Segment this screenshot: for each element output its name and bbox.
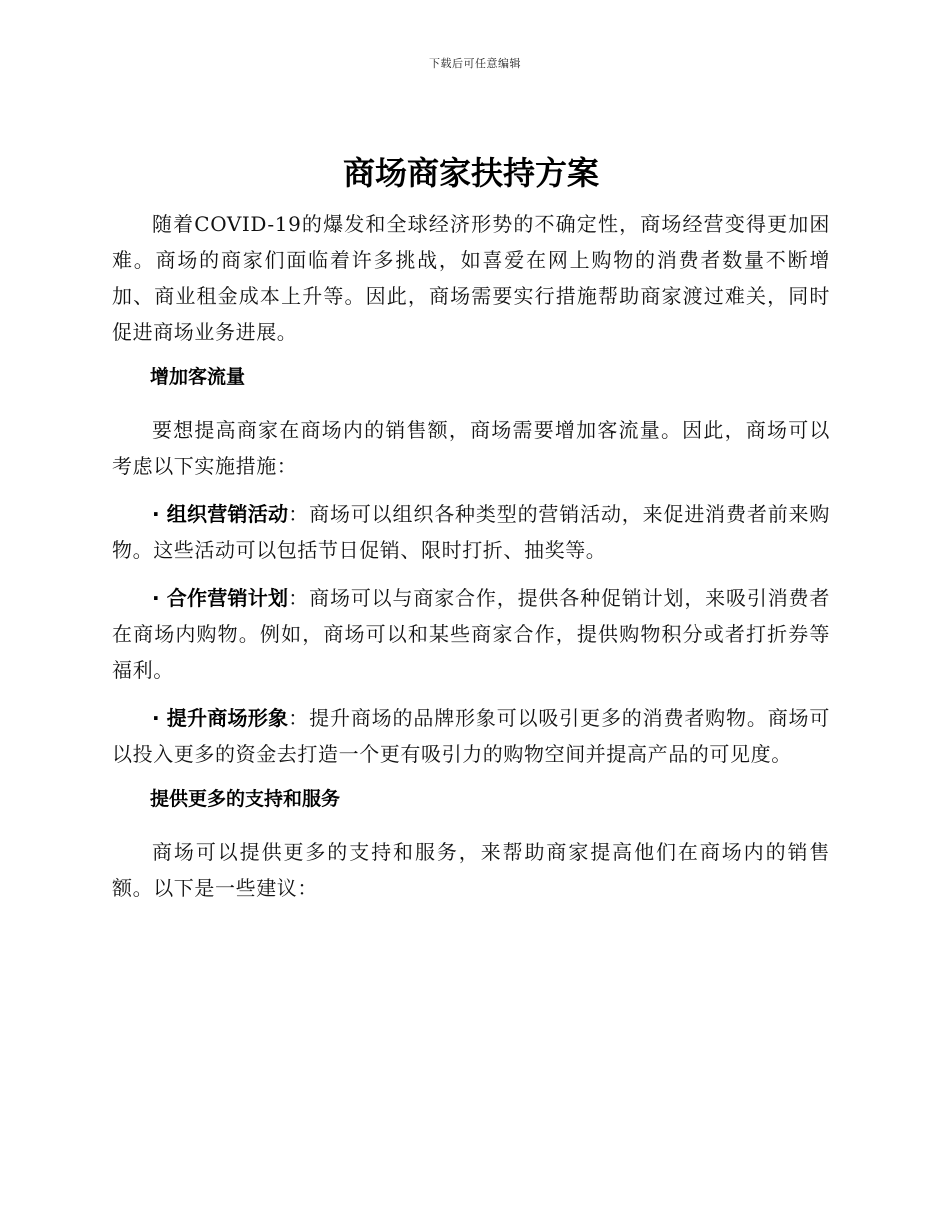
intro-paragraph: 随着COVID-19的爆发和全球经济形势的不确定性，商场经营变得更加困难。商场的商家们面临着许多挑战，如喜爱在网上购物的消费者数量不断增加、商业租金成本上升等。因此，商场需要实行措施帮助商家渡过难关，同时促进商场业务进展。 <box>112 212 830 344</box>
header-note: 下载后可任意编辑 <box>429 57 521 70</box>
bullet-text: ：提升商场的品牌形象可以吸引更多的消费者购物。商场可以投入更多的资金去打造一个更有吸引力的购物空间并提高产品的可见度。 <box>112 706 830 766</box>
bullet-item-cooperative-marketing <box>112 580 830 688</box>
bullet-text: ：商场可以组织各种类型的营销活动，来促进消费者前来购物。这些活动可以包括节日促销、限时打折、抽奖等。 <box>112 502 830 562</box>
section-heading-support-services: 提供更多的支持和服务 <box>150 788 341 810</box>
document-body <box>112 148 830 918</box>
bullet-text: ：商场可以与商家合作，提供各种促销计划，来吸引消费者在商场内购物。例如，商场可以和某些商家合作，提供购物积分或者打折券等福利。 <box>112 586 830 682</box>
bullet-lead: · 合作营销计划 <box>152 586 289 610</box>
bullet-lead: · 提升商场形象 <box>152 706 289 730</box>
bullet-lead: · 组织营销活动 <box>152 502 289 526</box>
bullet-item-marketing-events <box>112 496 830 568</box>
section-intro-support-services: 商场可以提供更多的支持和服务，来帮助商家提高他们在商场内的销售额。以下是一些建议： <box>112 840 830 900</box>
bullet-item-mall-image <box>112 700 830 772</box>
section-intro-increase-traffic: 要想提高商家在商场内的销售额，商场需要增加客流量。因此，商场可以考虑以下实施措施： <box>112 418 830 478</box>
document-title: 商场商家扶持方案 <box>342 154 599 192</box>
section-heading-increase-traffic: 增加客流量 <box>150 366 246 388</box>
